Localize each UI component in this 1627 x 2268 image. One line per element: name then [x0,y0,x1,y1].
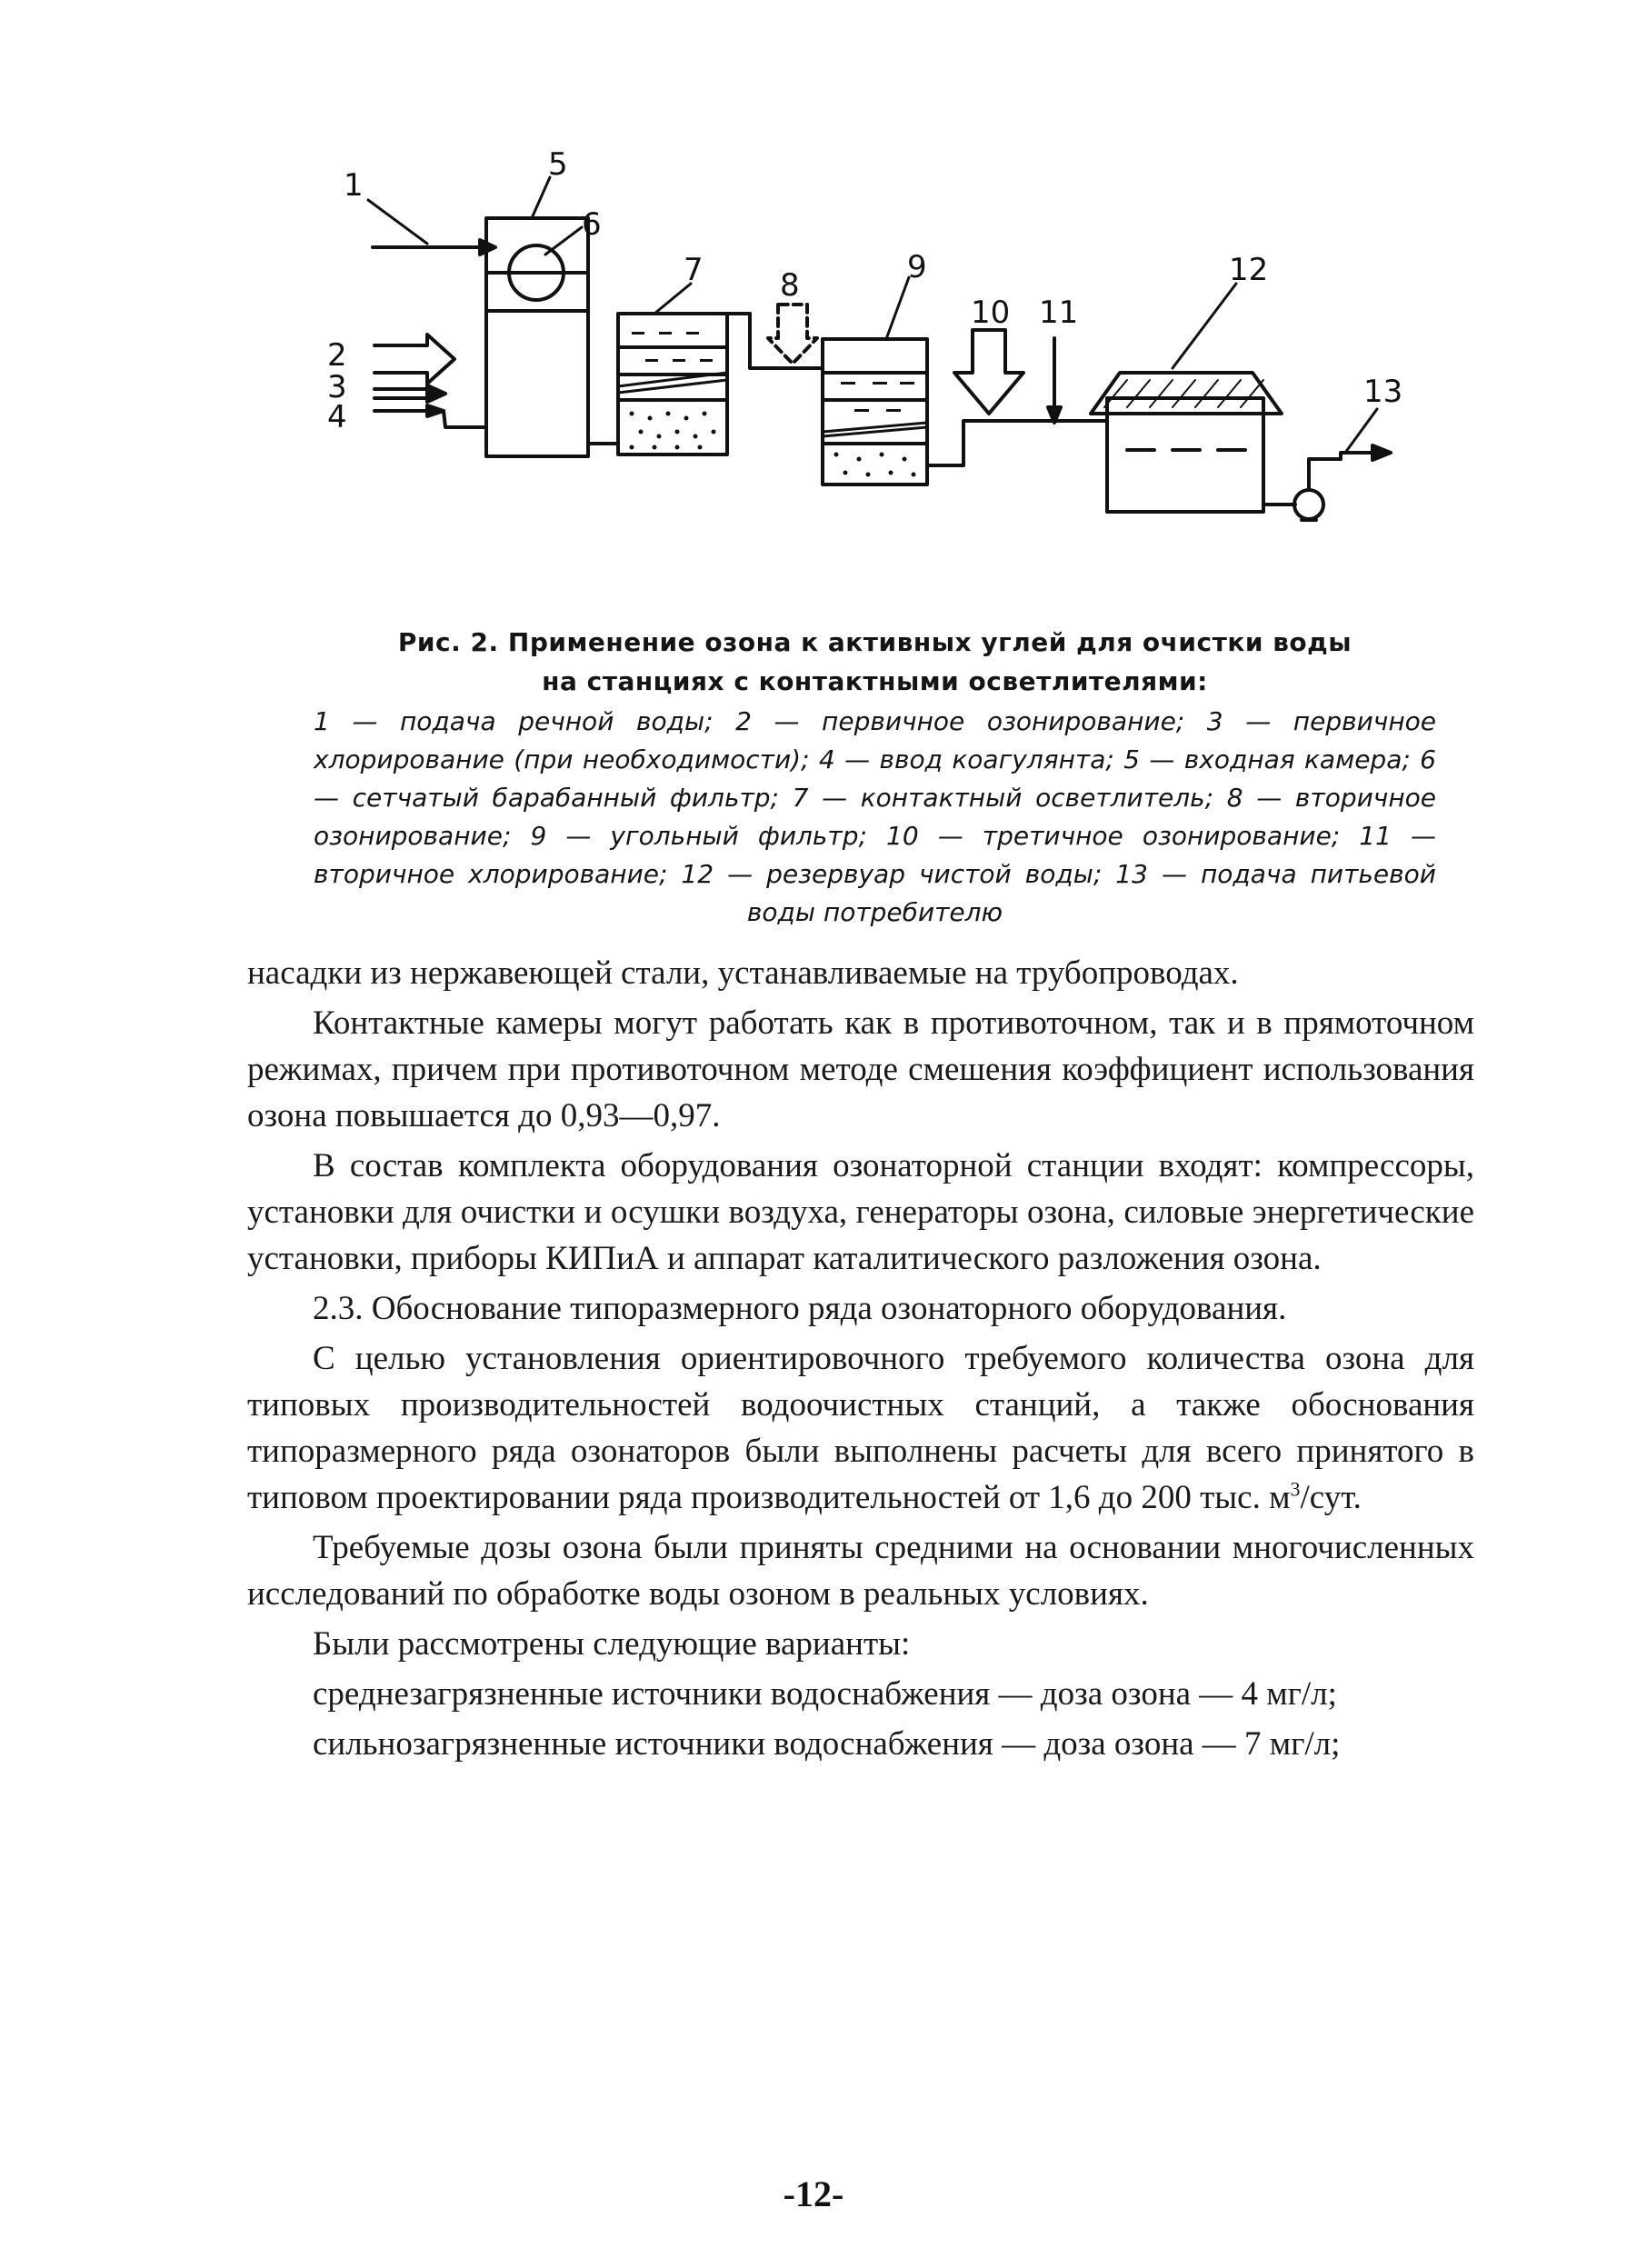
figure-caption [314,623,1436,932]
paragraph-text: С целью установления ориентировочного требуемого количества озона для типовых производительностей водоочистных станций, а также обоснования типоразмерного ряда озонаторов были выполнены расчеты для всего принятого в типовом проектировании ряда производительностей от 1,6 до 200 тыс. м [247,1340,1474,1516]
pipe-to-carbon-filter [782,368,823,377]
contact-clarifier [618,314,782,455]
treatment-scheme-diagram [0,0,1627,582]
secondary-ozonation-arrow [768,305,817,364]
label-2: 2 [327,337,347,374]
delivery-pump [1263,445,1391,520]
section-heading: 2.3. Обоснование типоразмерного ряда озонаторного оборудования. [313,1290,1287,1327]
tertiary-ozonation-arrow [954,330,1023,414]
label-7: 7 [684,252,704,288]
paragraph: В состав комплекта оборудования озонаторной станции входят: компрессоры, установки для очистки и осушки воздуха, генераторы озона, силовые энергетические установки, приборы КИПиА и аппарат каталитического разложения озона. [247,1147,1474,1277]
river-water-inlet-arrow [373,240,495,255]
paragraph: Требуемые дозы озона были приняты средними на основании многочисленных исследований по обработке воды озоном в реальных условиях. [247,1529,1474,1613]
primary-chlorination-input-arrow [374,385,445,402]
paragraph [247,1335,1474,1521]
caption-title-line-1: Рис. 2. Применение озона к активных углей для очистки воды [397,627,1353,657]
superscript: 3 [1290,1477,1301,1501]
paragraph-text: /сут. [1300,1479,1362,1516]
reservoir-roof-hatching [1104,380,1263,407]
list-item: сильнозагрязненные источники водоснабжения — доза озона — 7 мг/л; [313,1725,1341,1763]
label-9: 9 [907,249,927,285]
label-13: 13 [1363,374,1403,410]
page-number: -12- [783,2173,844,2214]
label-3: 3 [327,369,347,405]
inlet-chamber [486,218,588,456]
label-8: 8 [780,267,800,304]
label-4: 4 [327,399,347,435]
secondary-chlorination-arrow [1048,338,1061,423]
caption-title-line-2: на станциях с контактными осветлителями: [542,666,1208,696]
caption-legend: 1 — подача речной воды; 2 — первичное озонирование; 3 — первичное хлорирование (при необходимости); 4 — ввод коагулянта; 5 — входная камера; 6 — сетчатый барабанный фильтр; 7 — контактный осветлитель; 8 — вторичное озонирование; 9 — угольный фильтр; 10 — третичное озонирование; 11 — вторичное хлорирование; 12 — резервуар чистой воды; 13 — подача питьевой воды потребителю [314,706,1436,927]
label-11: 11 [1039,295,1079,331]
paragraph: насадки из нержавеющей стали, устанавливаемые на трубопроводах. [247,954,1239,992]
label-10: 10 [971,295,1011,331]
primary-ozonation-input-arrow [374,335,454,384]
label-6: 6 [582,206,602,243]
list-item: среднезагрязненные источники водоснабжения — доза озона — 4 мг/л; [313,1675,1337,1713]
paragraph: Были рассмотрены следующие варианты: [313,1625,911,1663]
label-1: 1 [344,167,364,204]
coagulant-input-arrow [374,405,486,427]
drum-filter [503,245,570,300]
body-text [247,950,1474,1771]
paragraph: Контактные камеры могут работать как в противоточном, так и в прямоточном режимах, причем при противоточном методе смешения коэффициент использования озона повышается до 0,93—0,97. [247,1004,1474,1134]
label-12: 12 [1229,252,1269,288]
label-5: 5 [548,146,568,183]
